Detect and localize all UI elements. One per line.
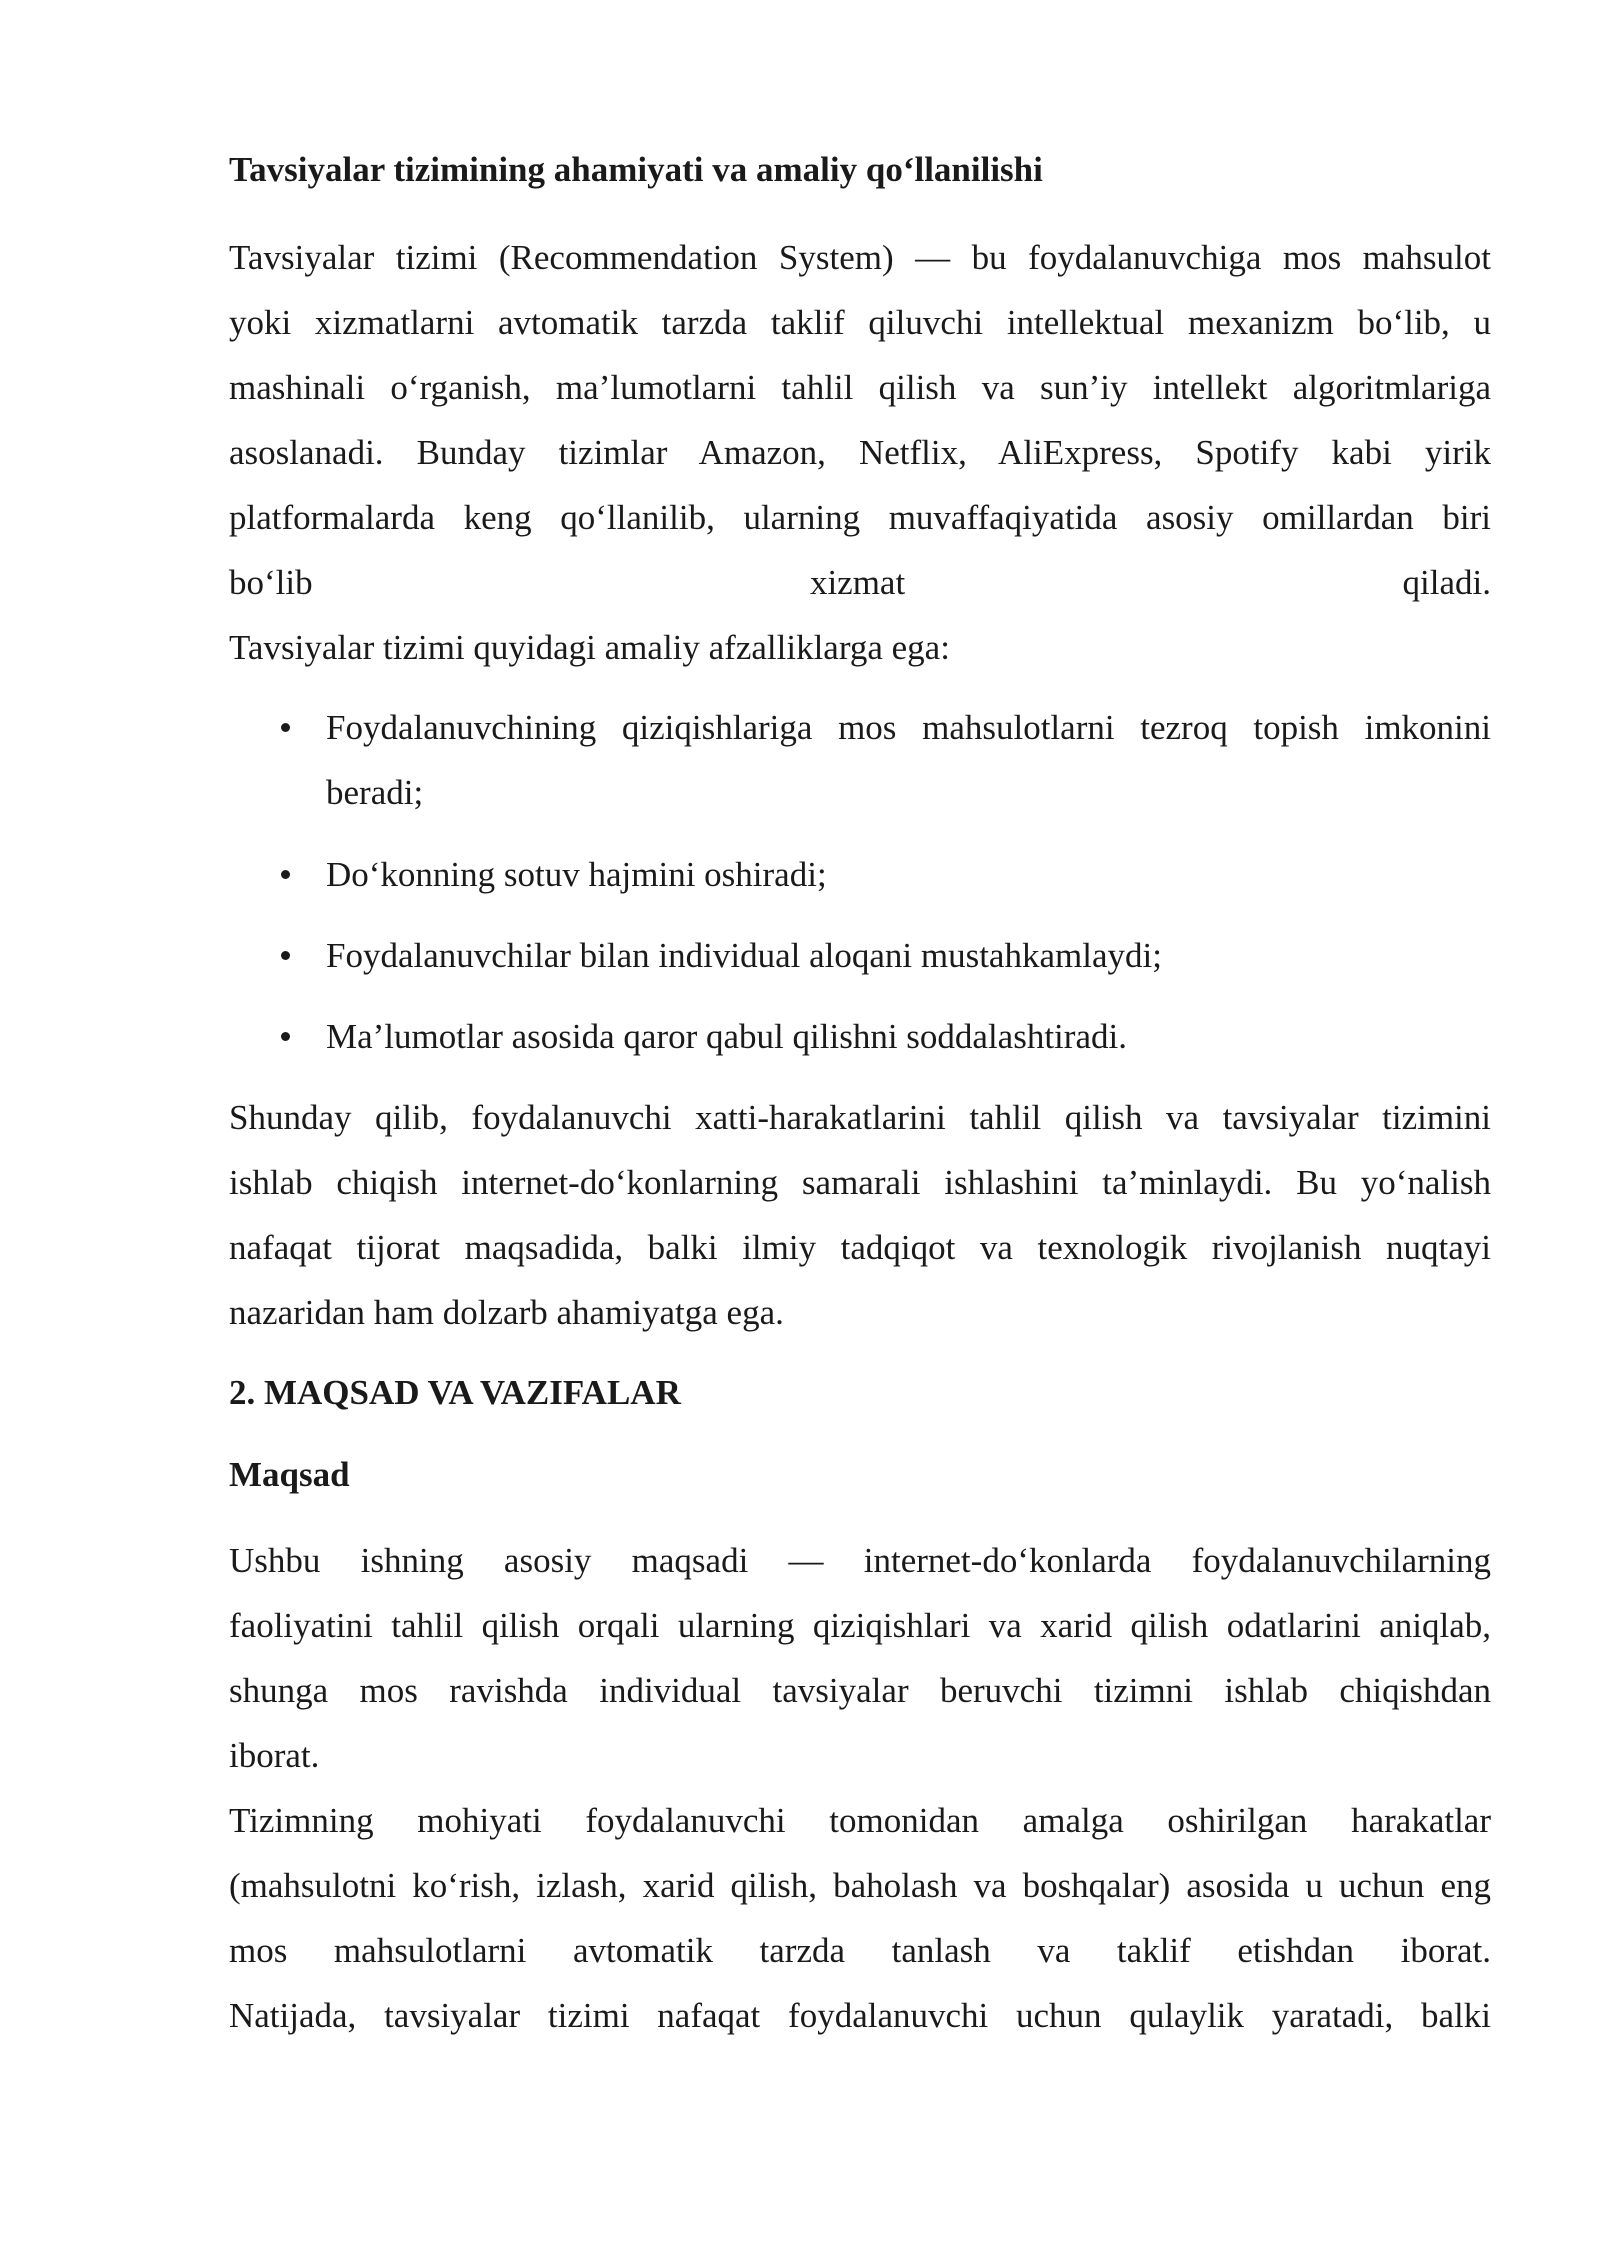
- section-heading: Tavsiyalar tizimining ahamiyati va amaliy qo‘llanilishi: [229, 150, 1043, 189]
- list-item-text: Foydalanuvchilar bilan individual aloqani mustahkamlaydi;: [326, 936, 1162, 975]
- essence-line: (mahsulotni ko‘rish, izlash, xarid qilish, baholash va boshqalar) asosida u uchun eng: [229, 1866, 1491, 1905]
- goal-line: shunga mos ravishda individual tavsiyalar beruvchi tizimni ishlab chiqishdan: [229, 1671, 1491, 1710]
- list-item-text: Ma’lumotlar asosida qaror qabul qilishni soddalashtiradi.: [326, 1017, 1127, 1056]
- goal-line: faoliyatini tahlil qilish orqali ularning qiziqishlari va xarid qilish odatlarini aniqlab,: [229, 1606, 1491, 1645]
- conclusion-line: Shunday qilib, foydalanuvchi xatti-harakatlarini tahlil qilish va tavsiyalar tizimini: [229, 1098, 1491, 1137]
- bullet-icon: [281, 951, 290, 960]
- intro-line: bo‘lib xizmat qiladi.: [229, 563, 1491, 602]
- bullet-icon: [281, 723, 290, 732]
- intro-line: yoki xizmatlarni avtomatik tarzda taklif qiluvchi intellektual mexanizm bo‘lib, u: [229, 303, 1491, 342]
- subsection-heading: Maqsad: [229, 1455, 350, 1494]
- conclusion-line: nafaqat tijorat maqsadida, balki ilmiy tadqiqot va texnologik rivojlanish nuqtayi: [229, 1228, 1491, 1267]
- section-heading: 2. MAQSAD VA VAZIFALAR: [229, 1373, 681, 1412]
- conclusion-line: ishlab chiqish internet-do‘konlarning samarali ishlashini ta’minlaydi. Bu yo‘nalish: [229, 1163, 1491, 1202]
- conclusion-line: nazaridan ham dolzarb ahamiyatga ega.: [229, 1293, 784, 1332]
- list-item-text: Foydalanuvchining qiziqishlariga mos mahsulotlarni tezroq topish imkonini beradi;: [326, 708, 1491, 812]
- essence-line: mos mahsulotlarni avtomatik tarzda tanlash va taklif etishdan iborat.: [229, 1931, 1491, 1970]
- goal-line: Ushbu ishning asosiy maqsadi — internet-do‘konlarda foydalanuvchilarning: [229, 1541, 1491, 1580]
- list-lead: Tavsiyalar tizimi quyidagi amaliy afzalliklarga ega:: [229, 628, 950, 667]
- intro-line: mashinali o‘rganish, ma’lumotlarni tahlil qilish va sun’iy intellekt algoritmlariga: [229, 368, 1491, 407]
- essence-line: Natijada, tavsiyalar tizimi nafaqat foydalanuvchi uchun qulaylik yaratadi, balki: [229, 1996, 1491, 2035]
- bullet-icon: [281, 870, 290, 879]
- goal-line: iborat.: [229, 1736, 320, 1775]
- list-item-text: Do‘konning sotuv hajmini oshiradi;: [326, 855, 827, 894]
- intro-line: Tavsiyalar tizimi (Recommendation System) — bu foydalanuvchiga mos mahsulot: [229, 238, 1491, 277]
- intro-line: platformalarda keng qo‘llanilib, ularning muvaffaqiyatida asosiy omillardan biri: [229, 498, 1491, 537]
- intro-line: asoslanadi. Bunday tizimlar Amazon, Netflix, AliExpress, Spotify kabi yirik: [229, 433, 1491, 472]
- essence-line: Tizimning mohiyati foydalanuvchi tomonidan amalga oshirilgan harakatlar: [229, 1801, 1491, 1840]
- bullet-icon: [281, 1032, 290, 1041]
